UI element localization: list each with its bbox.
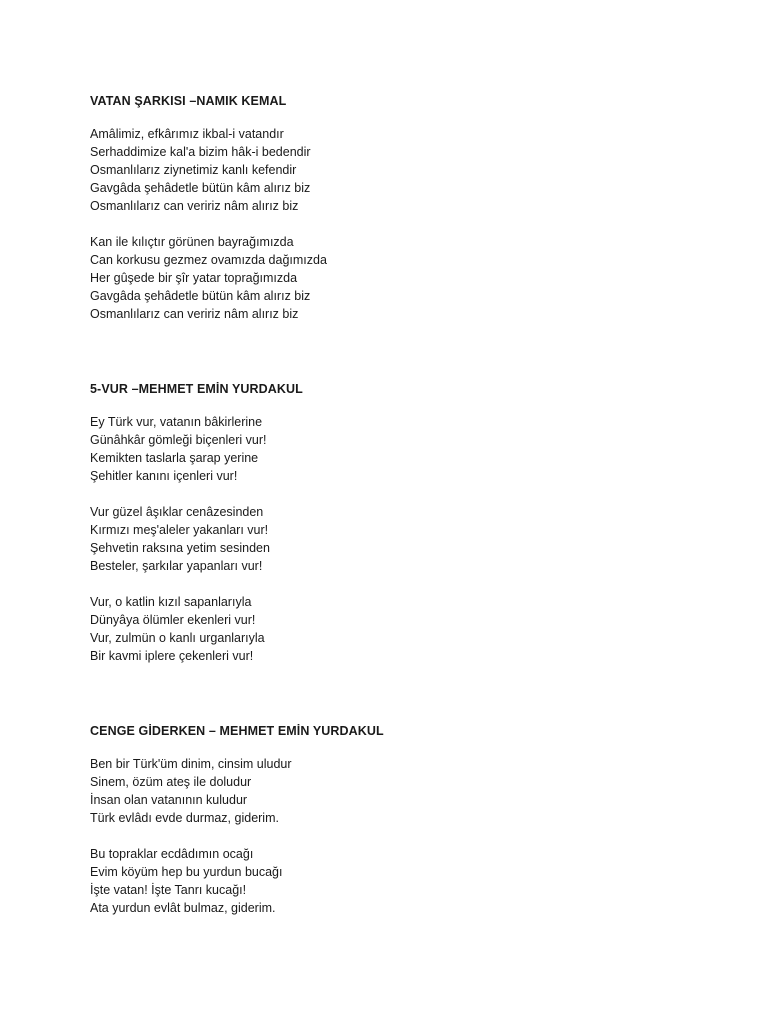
- poem-line: Bir kavmi iplere çekenleri vur!: [90, 649, 254, 663]
- poem-line: Gavgâda şehâdetle bütün kâm alırız biz: [90, 181, 311, 195]
- poem-line: Vur güzel âşıklar cenâzesinden: [90, 505, 264, 519]
- stanza: [90, 845, 730, 917]
- poem-line: Her gûşede bir şîr yatar toprağımızda: [90, 271, 298, 285]
- poem-line: Kırmızı meş'aleler yakanları vur!: [90, 523, 269, 537]
- poem-title: CENGE GİDERKEN – MEHMET EMİN YURDAKUL: [90, 724, 384, 738]
- poem-line: Evim köyüm hep bu yurdun bucağı: [90, 865, 283, 879]
- poem-line: Can korkusu gezmez ovamızda dağımızda: [90, 253, 327, 267]
- poem-line: Dünyâya ölümler ekenleri vur!: [90, 613, 256, 627]
- poem-title: VATAN ŞARKISI –NAMIK KEMAL: [90, 94, 287, 108]
- poem-line: Osmanlılarız can veririz nâm alırız biz: [90, 199, 299, 213]
- stanza: [90, 593, 730, 665]
- poem-line: Vur, o katlin kızıl sapanlarıyla: [90, 595, 252, 609]
- poem-line: Besteler, şarkılar yapanları vur!: [90, 559, 263, 573]
- poem-vur: [90, 380, 730, 683]
- poem-cenge-giderken: [90, 722, 730, 935]
- poem-line: Kan ile kılıçtır görünen bayrağımızda: [90, 235, 294, 249]
- stanza: [90, 755, 730, 827]
- poem-line: Kemikten taslarla şarap yerine: [90, 451, 259, 465]
- poem-line: Ata yurdun evlât bulmaz, giderim.: [90, 901, 276, 915]
- stanza: [90, 503, 730, 575]
- poem-line: İşte vatan! İşte Tanrı kucağı!: [90, 883, 247, 897]
- poem-line: Amâlimiz, efkârımız ikbal-i vatandır: [90, 127, 284, 141]
- stanza: [90, 233, 730, 323]
- poem-line: Şehvetin raksına yetim sesinden: [90, 541, 270, 555]
- poem-vatan-sarkisi: [90, 92, 730, 341]
- poem-line: Bu topraklar ecdâdımın ocağı: [90, 847, 254, 861]
- poem-line: Vur, zulmün o kanlı urganlarıyla: [90, 631, 265, 645]
- poem-line: Şehitler kanını içenleri vur!: [90, 469, 238, 483]
- poem-line: Osmanlılarız ziynetimiz kanlı kefendir: [90, 163, 297, 177]
- stanza: [90, 125, 730, 215]
- poem-line: Serhaddimize kal'a bizim hâk-i bedendir: [90, 145, 311, 159]
- stanza: [90, 413, 730, 485]
- poem-line: Ey Türk vur, vatanın bâkirlerine: [90, 415, 263, 429]
- poem-line: Ben bir Türk'üm dinim, cinsim uludur: [90, 757, 292, 771]
- poem-title: 5-VUR –MEHMET EMİN YURDAKUL: [90, 382, 303, 396]
- poem-line: Gavgâda şehâdetle bütün kâm alırız biz: [90, 289, 311, 303]
- poem-line: İnsan olan vatanının kuludur: [90, 793, 248, 807]
- poem-line: Günâhkâr gömleği biçenleri vur!: [90, 433, 267, 447]
- poem-line: Sinem, özüm ateş ile doludur: [90, 775, 252, 789]
- poem-line: Türk evlâdı evde durmaz, giderim.: [90, 811, 279, 825]
- poem-line: Osmanlılarız can veririz nâm alırız biz: [90, 307, 299, 321]
